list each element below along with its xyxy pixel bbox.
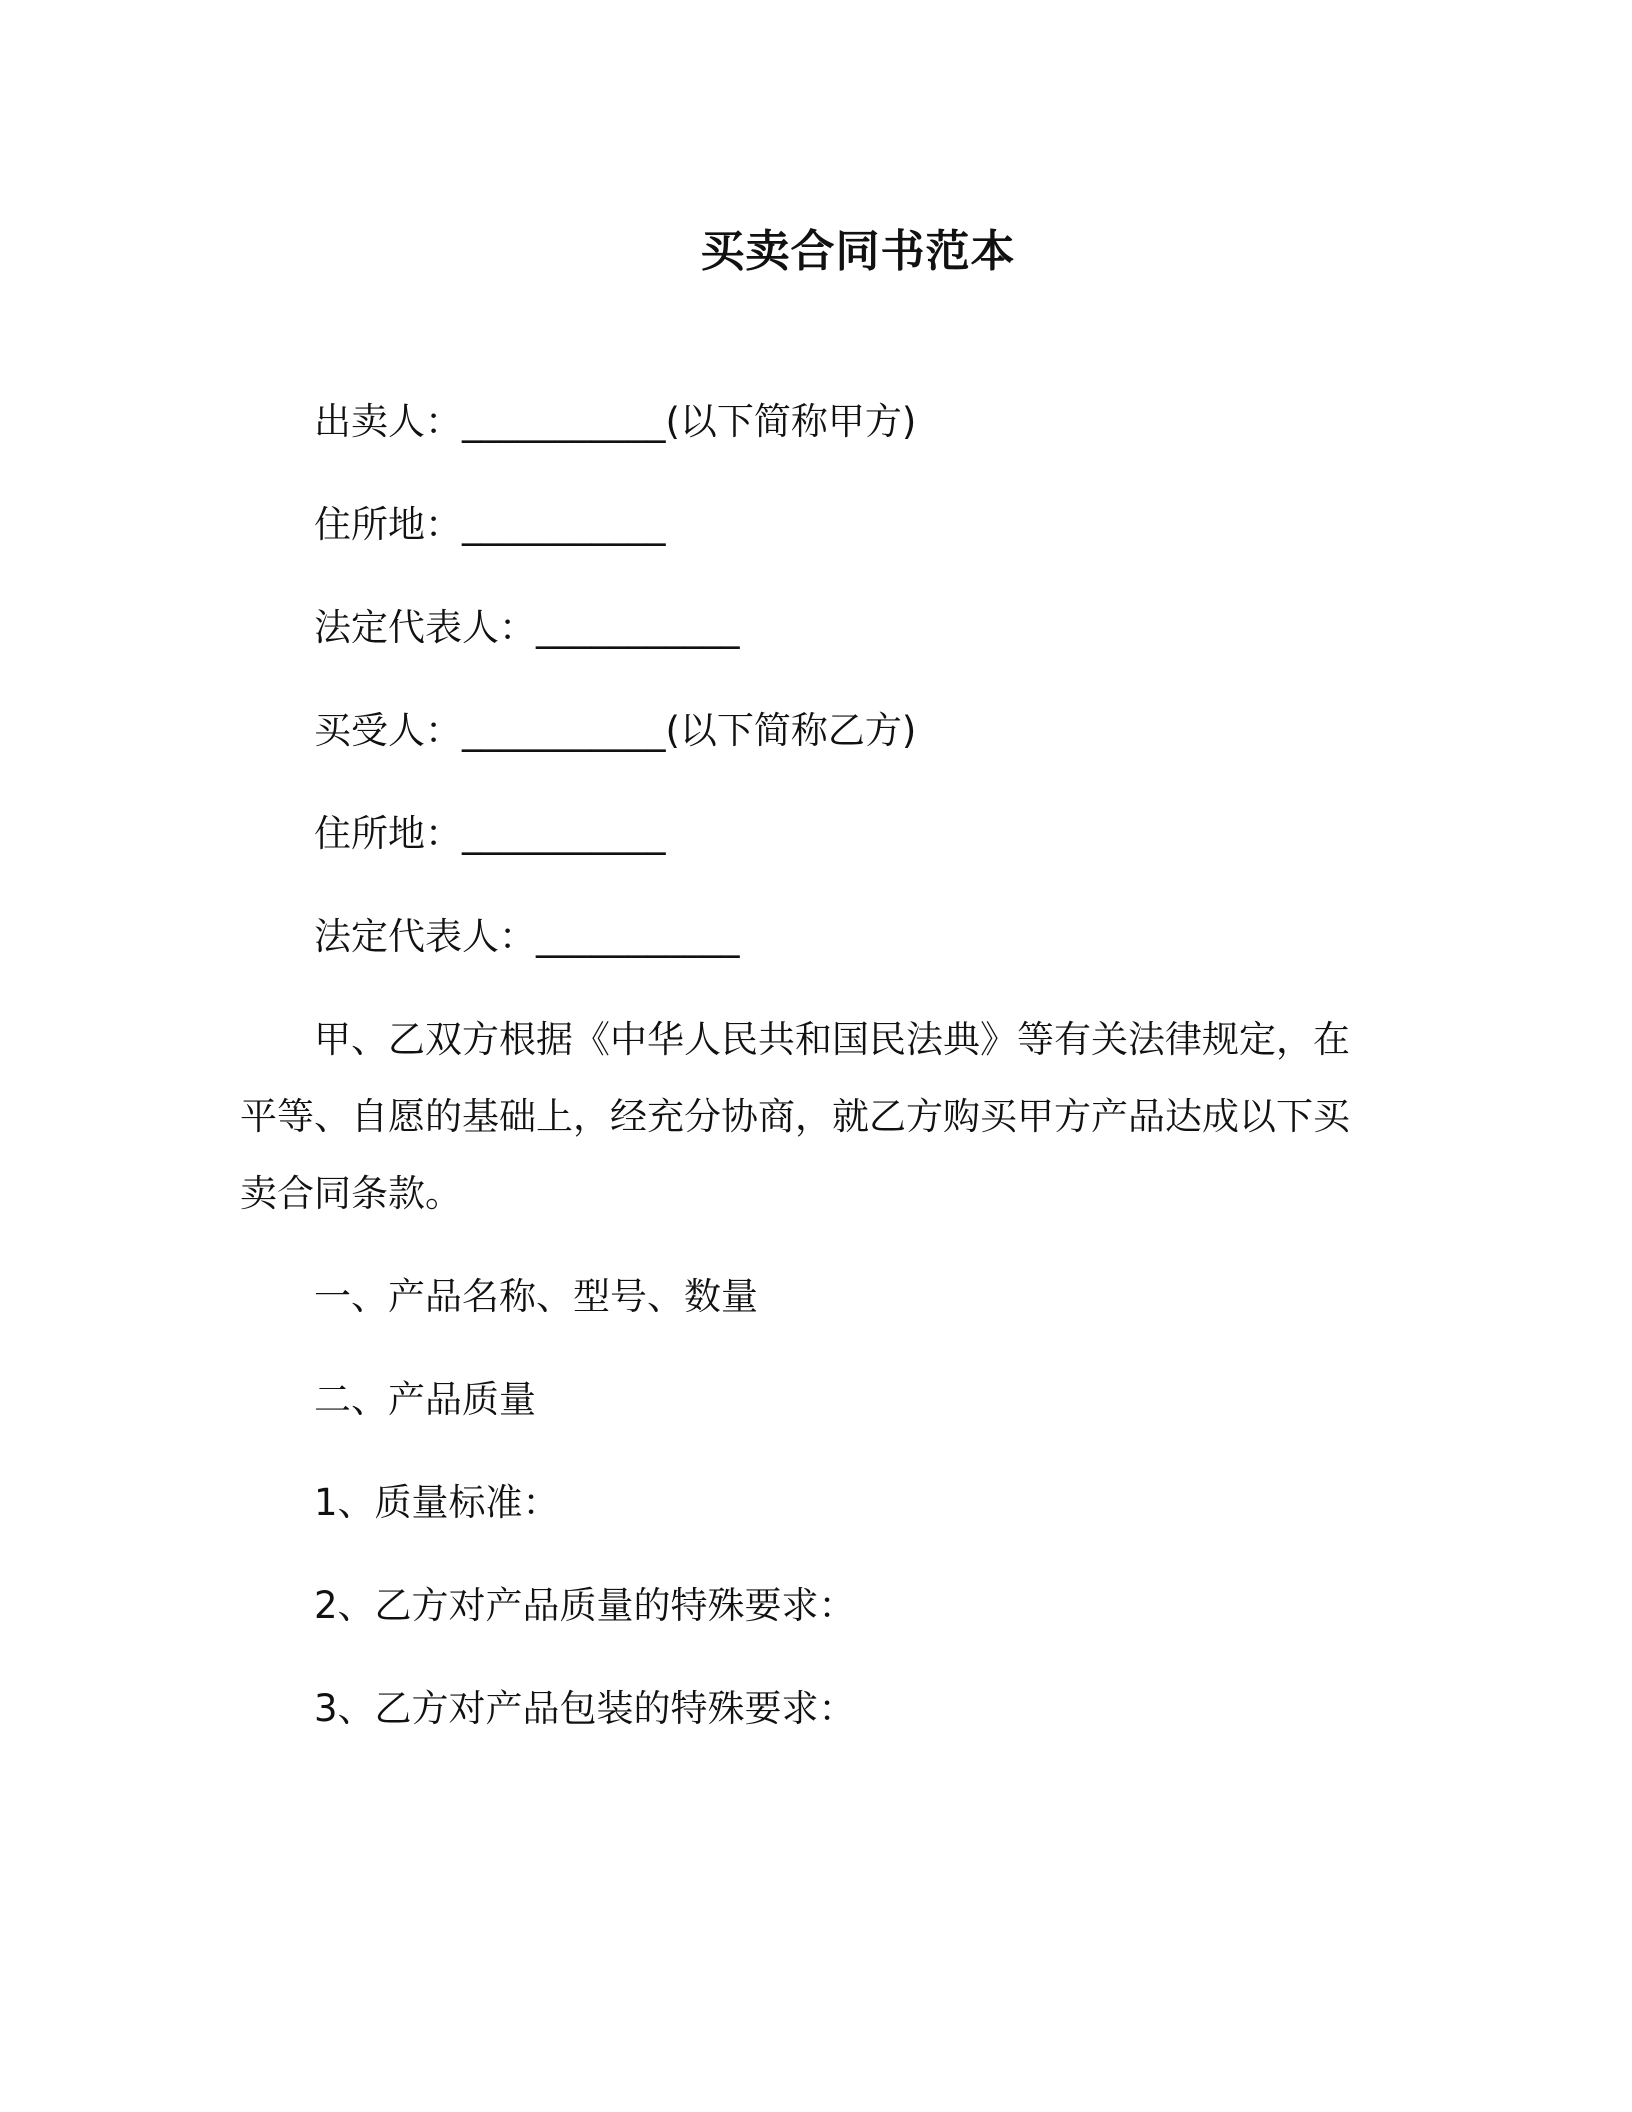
field-label: 住所地： bbox=[314, 812, 462, 855]
field-note: (以下简称甲方) bbox=[665, 400, 917, 443]
fill-in-blank: ___________ bbox=[536, 606, 740, 649]
field-label: 住所地： bbox=[314, 503, 462, 546]
party-buyer-representative-line bbox=[314, 912, 740, 962]
clause-quality-standard: 1、质量标准： bbox=[314, 1481, 560, 1524]
party-seller-address-line bbox=[314, 500, 666, 550]
party-buyer-address-line bbox=[314, 809, 666, 859]
clause-packaging-requirements: 3、乙方对产品包装的特殊要求： bbox=[314, 1687, 856, 1730]
party-seller-line bbox=[314, 397, 916, 447]
section-heading-product: 一、产品名称、型号、数量 bbox=[314, 1275, 758, 1318]
party-seller-representative-line bbox=[314, 603, 740, 653]
field-label: 法定代表人： bbox=[314, 606, 536, 649]
field-label: 出卖人： bbox=[314, 400, 462, 443]
preamble-line-2: 平等、自愿的基础上，经充分协商，就乙方购买甲方产品达成以下买 bbox=[240, 1095, 1350, 1138]
party-buyer-line bbox=[314, 706, 916, 756]
fill-in-blank: ___________ bbox=[462, 812, 666, 855]
preamble-line-1: 甲、乙双方根据《中华人民共和国民法典》等有关法律规定，在 bbox=[314, 1018, 1350, 1061]
page-title: 买卖合同书范本 bbox=[700, 226, 1016, 277]
field-note: (以下简称乙方) bbox=[665, 709, 917, 752]
preamble-line-3: 卖合同条款。 bbox=[240, 1172, 462, 1215]
fill-in-blank: ___________ bbox=[462, 709, 666, 752]
field-label: 买受人： bbox=[314, 709, 462, 752]
fill-in-blank: ___________ bbox=[462, 503, 666, 546]
field-label: 法定代表人： bbox=[314, 915, 536, 958]
fill-in-blank: ___________ bbox=[462, 400, 666, 443]
fill-in-blank: ___________ bbox=[536, 915, 740, 958]
section-heading-quality: 二、产品质量 bbox=[314, 1378, 536, 1421]
clause-quality-requirements: 2、乙方对产品质量的特殊要求： bbox=[314, 1584, 856, 1627]
